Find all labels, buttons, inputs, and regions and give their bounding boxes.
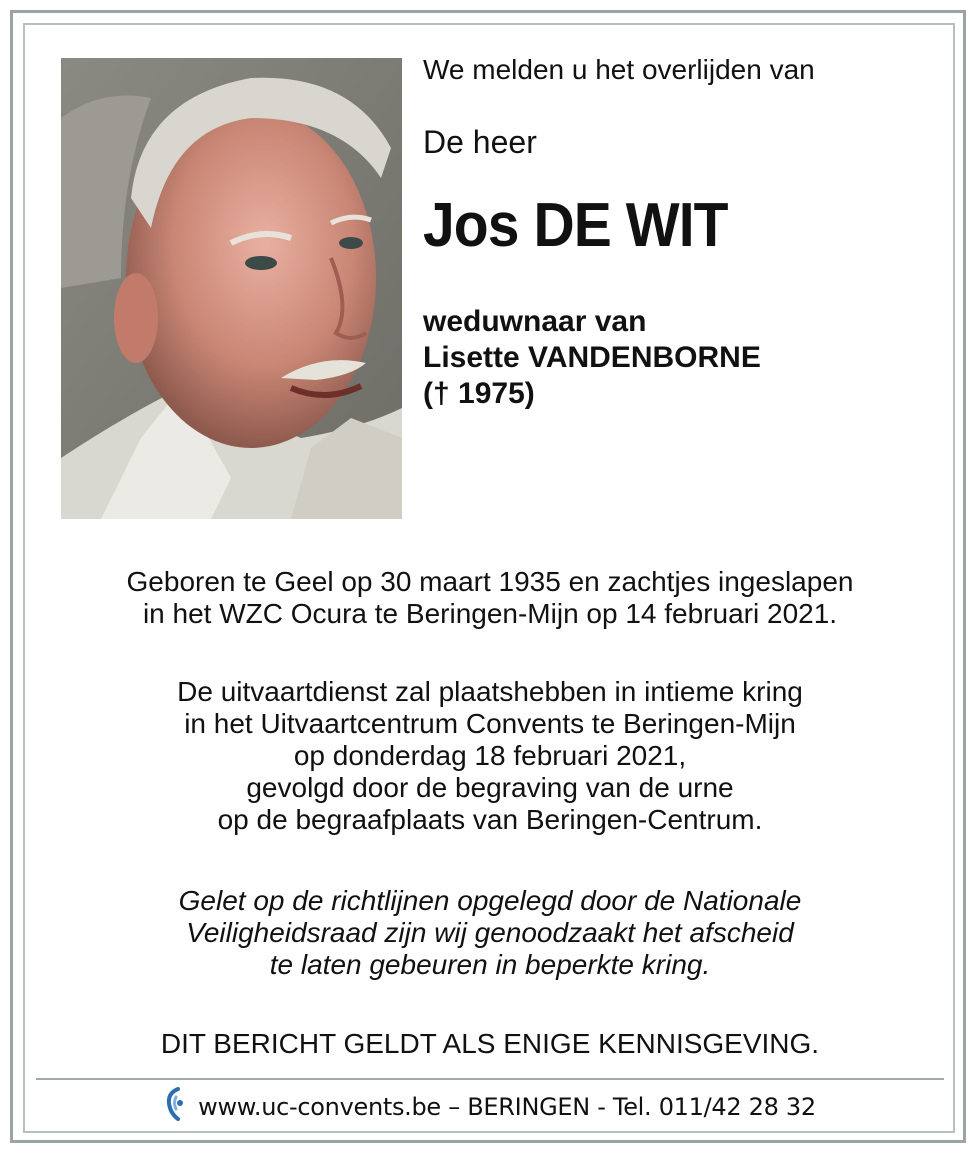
service-line-2: in het Uitvaartcentrum Convents te Beringen-Mijn xyxy=(184,708,796,739)
portrait-photo xyxy=(61,58,402,519)
spouse-block xyxy=(423,304,761,412)
notice-line-2: Veiligheidsraad zijn wij genoodzaakt het afscheid xyxy=(186,917,794,948)
service-line-4: gevolgd door de begraving van de urne xyxy=(246,772,734,803)
service-block xyxy=(40,676,940,836)
footer-divider xyxy=(36,1078,944,1080)
notice-line-1: Gelet op de richtlijnen opgelegd door de Nationale xyxy=(178,885,802,916)
birth-block xyxy=(40,566,940,630)
spouse-line-1: weduwnaar van xyxy=(423,305,647,338)
footer-contact[interactable]: www.uc-convents.be – BERINGEN - Tel. 011/42 28 32 xyxy=(198,1093,816,1121)
funeral-home-logo-icon xyxy=(164,1087,186,1127)
service-line-1: De uitvaartdienst zal plaatshebben in intieme kring xyxy=(177,676,803,707)
closing-statement: DIT BERICHT GELDT ALS ENIGE KENNISGEVING. xyxy=(160,1028,820,1059)
service-line-5: op de begraafplaats van Beringen-Centrum. xyxy=(217,804,763,835)
service-line-3: op donderdag 18 februari 2021, xyxy=(293,740,687,771)
honorific: De heer xyxy=(423,124,537,160)
birth-line-1: Geboren te Geel op 30 maart 1935 en zachtjes ingeslapen xyxy=(126,566,854,597)
notice-line-3: te laten gebeuren in beperkte kring. xyxy=(269,949,711,980)
spouse-line-3: († 1975) xyxy=(423,377,535,410)
footer xyxy=(0,1087,980,1127)
birth-line-2: in het WZC Ocura te Beringen-Mijn op 14 februari 2021. xyxy=(142,598,838,629)
notice-block xyxy=(40,885,940,981)
spouse-line-2: Lisette VANDENBORNE xyxy=(423,341,761,374)
intro-text: We melden u het overlijden van xyxy=(423,54,815,85)
deceased-name: Jos DE WIT xyxy=(423,191,728,260)
